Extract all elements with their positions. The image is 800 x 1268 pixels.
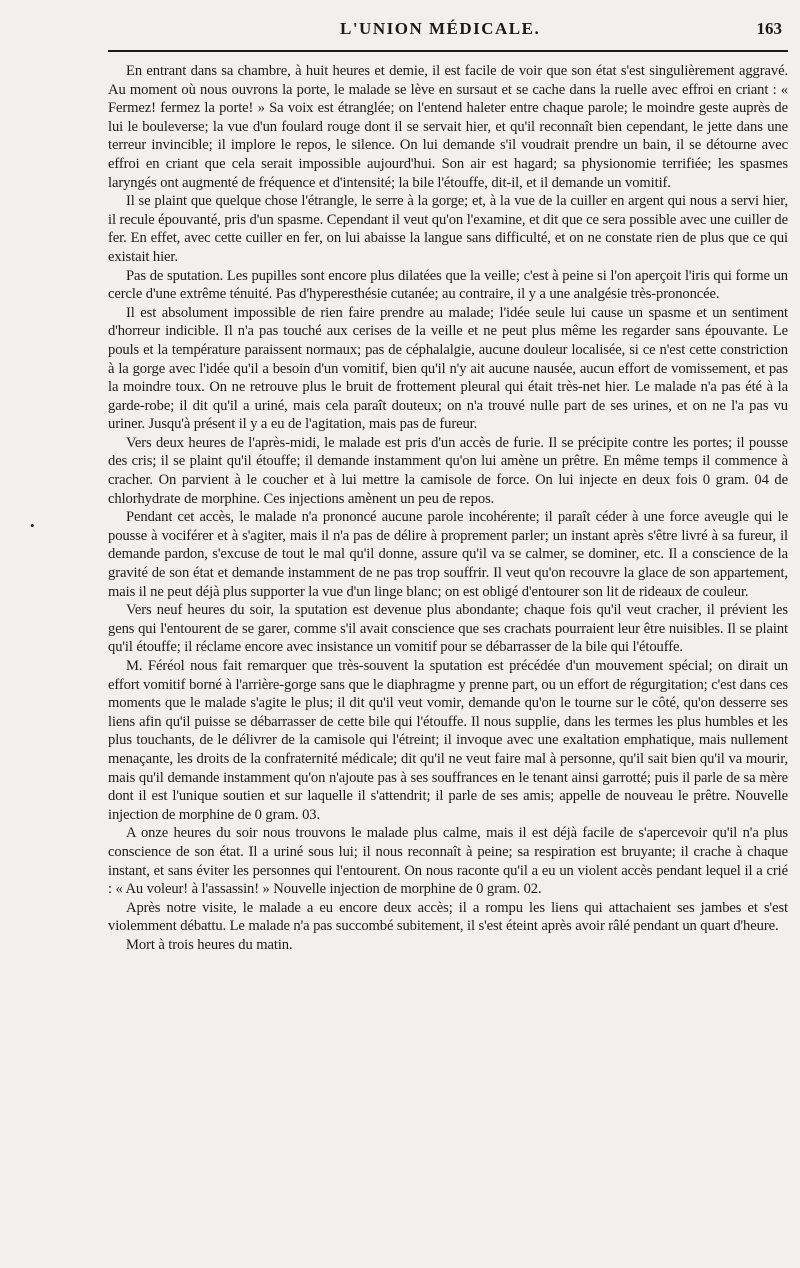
margin-bullet: • <box>30 518 35 533</box>
paragraph: M. Féréol nous fait remarquer que très-souvent la sputation est précédée d'un mouvement spécial; on dirait un effort vomitif borné à l'arrière-gorge sans que le diaphragme y prenne part, ou un effort de régurgitation; c'est dans ces moments que le malade s'agite le plus; il dit qu'il veut vomir, demande qu'on le tourne sur le côté, qu'on desserre ses liens afin qu'il puisse se débarrasser de cette bile qui l'étouffe. Il nous supplie, dans les termes les plus humbles et les plus touchants, de le délivrer de la camisole qui l'étreint; il invoque avec une exaltation emphatique, mais nullement menaçante, les droits de la confraternité médicale; dit qu'il ne veut faire mal à personne, qu'il sait bien qu'il va mourir, mais qu'il demande instamment qu'on n'ajoute pas à ses souffrances en le tenant ainsi garrotté; puis il parle de sa mère dont il est l'unique soutien et sur laquelle il s'attendrit; il parle de ses amis; appelle de nouveau le prêtre. Nouvelle injection de morphine de 0 gram. 03. <box>108 658 788 823</box>
page-header <box>108 0 788 48</box>
paragraph: Mort à trois heures du matin. <box>126 936 293 953</box>
article-body <box>108 62 788 955</box>
paragraph: En entrant dans sa chambre, à huit heures et demie, il est facile de voir que son état s'est singulièrement aggravé. Au moment où nous ouvrons la porte, le malade se lève en sursaut et se cache dans la ruelle avec effroi en criant : « Fermez! fermez la porte! » Sa voix est étranglée; on l'entend haleter entre chaque parole; le moindre geste auprès de lui le bouleverse; la vue d'un foulard rouge dont il se servait hier, et qu'il reconnaît bien cependant, le jette dans une terreur invincible; il implore le repos, le silence. On lui demande s'il voudrait prendre un bain, il se détourne avec effroi en criant que cela serait impossible aujourd'hui. Son air est hagard; sa physionomie terrifiée; les spasmes laryngés ont augmenté de fréquence et d'intensité; la bile l'étouffe, dit-il, et il demande un vomitif. <box>108 63 788 191</box>
page-number: 163 <box>756 19 782 38</box>
paragraph: Vers neuf heures du soir, la sputation est devenue plus abondante; chaque fois qu'il veut cracher, il prévient les gens qui l'entourent de se garer, comme s'il avait conscience que ses crachats pourraient leur être nuisibles. Il se plaint qu'il étouffe; il réclame encore avec insistance un vomitif pour se débarrasser de la bile qui l'étouffe. <box>108 602 788 656</box>
paragraph: Pas de sputation. Les pupilles sont encore plus dilatées que la veille; c'est à peine si l'on aperçoit l'iris qui forme un cercle d'une extrême ténuité. Pas d'hyperesthésie cutanée; au contraire, il y a une analgésie très-prononcée. <box>108 267 788 303</box>
paragraph: Vers deux heures de l'après-midi, le malade est pris d'un accès de furie. Il se précipite contre les portes; il pousse des cris; il se plaint qu'il étouffe; il demande instamment qu'on lui amène un prêtre. En même temps il commence à cracher. On parvient à le coucher et à lui mettre la camisole de force. On lui injecte en deux fois 0 gram. 04 de chlorhydrate de morphine. Ces injections amènent un peu de repos. <box>108 434 788 507</box>
paragraph: Pendant cet accès, le malade n'a prononcé aucune parole incohérente; il paraît céder à une force aveugle qui le pousse à vociférer et à s'agiter, mais il n'a pas de délire à proprement parler; un instant après s'être livré à sa fureur, il demande pardon, s'excuse de tout le mal qu'il donne, assure qu'il va se calmer, se dominer, etc. Il a conscience de la gravité de son état et demande instamment de ne pas trop souffrir. Il veut qu'on recouvre la glace de son appartement, mais il ne peut déjà plus supporter la vue d'un linge blanc; on est obligé d'entourer son lit de rideaux de couleur. <box>108 509 788 600</box>
running-title: L'UNION MÉDICALE. <box>340 19 541 38</box>
paragraph: Après notre visite, le malade a eu encore deux accès; il a rompu les liens qui attachaient ses jambes et s'est violemment débattu. Le malade n'a pas succombé subitement, il s'est éteint après avoir râlé pendant un quart d'heure. <box>108 899 788 935</box>
paragraph: A onze heures du soir nous trouvons le malade plus calme, mais il est déjà facile de s'apercevoir qu'il n'a plus conscience de son état. Il a uriné sous lui; il nous reconnaît à peine; sa respiration est bruyante; il crache à chaque instant, et sans éviter les personnes qui l'entourent. On nous raconte qu'il a eu un violent accès pendant lequel il a crié : « Au voleur! à l'assassin! » Nouvelle injection de morphine de 0 gram. 02. <box>108 825 788 898</box>
paragraph: Il est absolument impossible de rien faire prendre au malade; l'idée seule lui cause un spasme et un sentiment d'horreur indicible. Il n'a pas touché aux cerises de la veille et ne peut plus même les regarder sans épouvante. Le pouls et la température paraissent normaux; pas de céphalalgie, aucune douleur localisée, si ce n'est cette constriction à la gorge avec l'idée qu'il a besoin d'un vomitif, bien qu'il n'y ait aucune nausée, aucun effort de vomissement, et pas la moindre toux. On ne retrouve plus le bruit de frottement pleural qui était très-net hier. Le malade n'a pas été à la garde-robe; il dit qu'il a uriné, mais cela paraît douteux; on n'a trouvé nulle part de ses urines, et on ne l'a pas vu uriner. Jusqu'à présent il y a eu de l'agitation, mais pas de fureur. <box>108 304 788 433</box>
paragraph: Il se plaint que quelque chose l'étrangle, le serre à la gorge; et, à la vue de la cuiller en argent qui nous a servi hier, il recule épouvanté, pris d'un spasme. Cependant il veut qu'on l'examine, et dit que ce sera possible avec une cuiller de fer. En effet, avec cette cuiller en fer, on lui abaisse la langue sans difficulté, et on ne constate rien de plus que ce qui existait hier. <box>108 193 788 265</box>
header-rule <box>108 50 788 52</box>
